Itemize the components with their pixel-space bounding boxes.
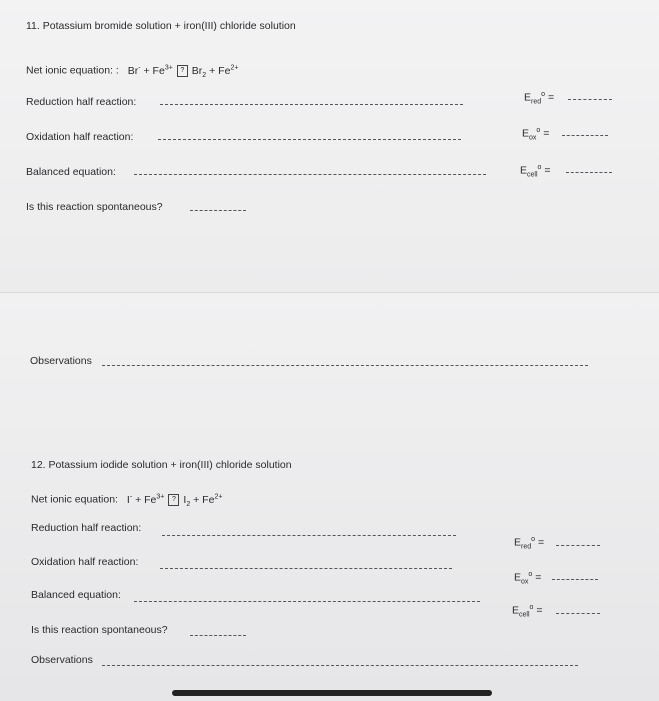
q12-eox-superscript: o xyxy=(528,571,533,578)
q12-ecell-blank[interactable] xyxy=(556,613,600,614)
q11-product-2: + Fe xyxy=(206,64,231,77)
q11-product-1-subscript: 2 xyxy=(202,71,207,79)
q12-ecell-subscript: cell xyxy=(519,611,530,619)
q11-net-label: Net ionic equation: : xyxy=(26,64,119,77)
q11-ecell-subscript: cell xyxy=(527,171,538,179)
q12-ered-blank[interactable] xyxy=(556,545,600,546)
q11-oxidation-label: Oxidation half reaction: xyxy=(26,131,134,143)
q11-ered xyxy=(524,88,554,109)
q11-balanced-blank[interactable] xyxy=(134,174,486,175)
q12-net-label: Net ionic equation: xyxy=(31,493,118,506)
q12-oxidation-label: Oxidation half reaction: xyxy=(31,556,139,568)
q11-net-ionic-equation xyxy=(26,61,238,82)
q12-eox xyxy=(514,568,541,589)
q12-ecell-symbol: E xyxy=(512,604,520,617)
q12-eox-subscript: ox xyxy=(521,578,529,586)
q12-ered-superscript: o xyxy=(531,536,536,543)
q12-observations-blank[interactable] xyxy=(102,665,578,666)
q11-arrow-placeholder-icon: ? xyxy=(177,65,188,77)
q12-product-2-charge: 2+ xyxy=(214,493,223,500)
q11-observations-label: Observations xyxy=(30,355,92,367)
q12-oxidation-blank[interactable] xyxy=(160,568,452,569)
q12-arrow-placeholder-icon: ? xyxy=(168,494,179,506)
q12-ered-equals: = xyxy=(535,536,545,549)
q12-ecell xyxy=(512,601,543,622)
q11-spontaneous-label: Is this reaction spontaneous? xyxy=(26,201,163,213)
q12-reactant-2: + Fe xyxy=(132,493,157,506)
q11-spontaneous-blank[interactable] xyxy=(190,210,246,211)
q11-observations-blank[interactable] xyxy=(102,365,588,366)
q11-eox-equals: = xyxy=(540,127,550,140)
q11-ered-symbol: E xyxy=(524,91,532,104)
q12-ered xyxy=(514,533,544,554)
q12-reactant-1: I xyxy=(126,493,130,506)
q12-ecell-superscript: o xyxy=(529,604,534,611)
q12-product-1-subscript: 2 xyxy=(186,500,191,508)
q12-balanced-blank[interactable] xyxy=(134,601,480,602)
q11-reduction-label: Reduction half reaction: xyxy=(26,96,137,108)
q11-ered-equals: = xyxy=(545,91,555,104)
q11-ered-superscript: o xyxy=(541,91,546,98)
q12-reduction-label: Reduction half reaction: xyxy=(31,522,142,534)
q11-reactant-1-charge: - xyxy=(138,64,141,71)
worksheet-upper-section xyxy=(0,0,659,292)
q12-net-ionic-equation xyxy=(31,490,222,511)
q12-product-1: I xyxy=(183,493,187,506)
q12-observations-label: Observations xyxy=(31,654,93,666)
q12-reactant-1-charge: - xyxy=(129,493,133,500)
q11-eox xyxy=(522,124,549,145)
q12-ecell-equals: = xyxy=(533,604,543,617)
q11-equation xyxy=(128,65,239,77)
q12-product-2: + Fe xyxy=(190,493,215,506)
q12-title: 12. Potassium iodide solution + iron(III) chloride solution xyxy=(31,459,292,471)
q11-reduction-blank[interactable] xyxy=(160,104,463,105)
q12-eox-blank[interactable] xyxy=(552,579,598,580)
q11-reactant-1: Br xyxy=(127,64,139,77)
q11-ecell-equals: = xyxy=(541,164,551,177)
q11-eox-blank[interactable] xyxy=(562,135,608,136)
q11-balanced-label: Balanced equation: xyxy=(26,166,116,178)
q11-reactant-2: + Fe xyxy=(140,64,165,77)
q11-ecell xyxy=(520,161,551,182)
q12-eox-equals: = xyxy=(532,571,542,584)
q11-eox-superscript: o xyxy=(536,127,541,134)
q12-reduction-blank[interactable] xyxy=(162,535,456,536)
q12-ered-subscript: red xyxy=(521,543,532,551)
q11-ecell-blank[interactable] xyxy=(566,172,612,173)
q11-ecell-superscript: o xyxy=(537,164,542,171)
q11-ered-subscript: red xyxy=(531,98,542,106)
q11-ered-blank[interactable] xyxy=(568,99,612,100)
q11-product-2-charge: 2+ xyxy=(230,64,239,71)
q11-title: 11. Potassium bromide solution + iron(III) chloride solution xyxy=(26,20,296,32)
q12-spontaneous-label: Is this reaction spontaneous? xyxy=(31,624,168,636)
q11-oxidation-blank[interactable] xyxy=(158,139,461,140)
q11-ecell-symbol: E xyxy=(520,164,528,177)
q12-balanced-label: Balanced equation: xyxy=(31,589,121,601)
q11-eox-symbol: E xyxy=(522,127,530,140)
q11-product-1: Br xyxy=(191,64,203,77)
q12-eox-symbol: E xyxy=(514,571,522,584)
q12-spontaneous-blank[interactable] xyxy=(190,635,246,636)
q12-equation xyxy=(127,494,223,506)
q11-eox-subscript: ox xyxy=(529,134,537,142)
q12-reactant-2-charge: 3+ xyxy=(156,493,165,500)
q11-reactant-2-charge: 3+ xyxy=(164,64,173,71)
page-edge-shadow xyxy=(172,690,492,696)
q12-ered-symbol: E xyxy=(514,536,522,549)
